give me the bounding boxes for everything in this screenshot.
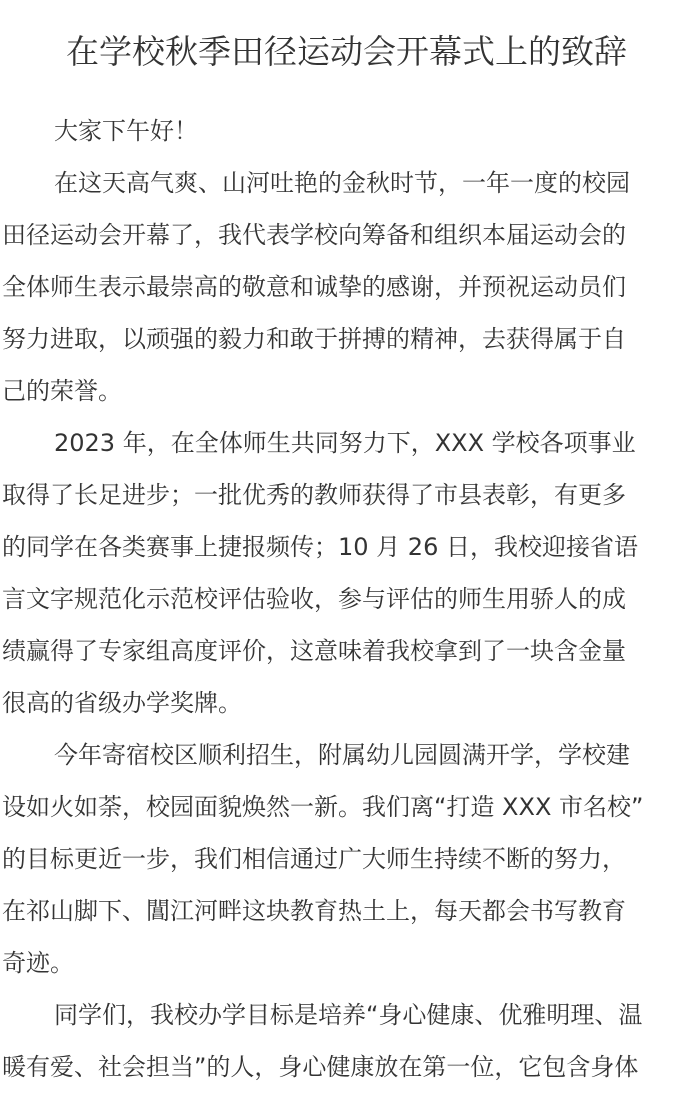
paragraph-2-line-6: 很高的省级办学奖牌。 xyxy=(2,689,242,717)
paragraph-4-line-1: 同学们，我校办学目标是培养“身心健康、优雅明理、温 xyxy=(54,1001,643,1029)
paragraph-3-line-4: 在祁山脚下、閶江河畔这块教育热土上，每天都会书写教育 xyxy=(2,897,626,925)
paragraph-1-line-2: 田径运动会开幕了，我代表学校向筹备和组织本届运动会的 xyxy=(2,221,626,249)
paragraph-2-line-1: 2023 年，在全体师生共同努力下，XXX 学校各项事业 xyxy=(54,429,636,457)
greeting-line: 大家下午好！ xyxy=(54,117,198,145)
paragraph-1-line-4: 努力进取，以顽强的毅力和敢于拼搏的精神，去获得属于自 xyxy=(2,325,626,353)
paragraph-3-line-1: 今年寄宿校区顺利招生，附属幼儿园圆满开学，学校建 xyxy=(54,741,630,769)
paragraph-3-line-2: 设如火如荼，校园面貌焕然一新。我们离“打造 XXX 市名校” xyxy=(2,793,644,821)
document-title: 在学校秋季田径运动会开幕式上的致辞 xyxy=(66,32,627,71)
paragraph-1-line-1: 在这天高气爽、山河吐艳的金秋时节，一年一度的校园 xyxy=(54,169,630,197)
paragraph-2-line-4: 言文字规范化示范校评估验收，参与评估的师生用骄人的成 xyxy=(2,585,626,613)
paragraph-2-line-2: 取得了长足进步；一批优秀的教师获得了市县表彰，有更多 xyxy=(2,481,626,509)
paragraph-4-line-2: 暖有爱、社会担当”的人，身心健康放在第一位，它包含身体 xyxy=(2,1053,639,1081)
paragraph-2-line-3: 的同学在各类赛事上捷报频传；10 月 26 日，我校迎接省语 xyxy=(2,533,638,561)
paragraph-3-line-5: 奇迹。 xyxy=(2,949,74,977)
paragraph-1-line-3: 全体师生表示最崇高的敬意和诚挚的感谢，并预祝运动员们 xyxy=(2,273,626,301)
paragraph-2-line-5: 绩赢得了专家组高度评价，这意味着我校拿到了一块含金量 xyxy=(2,637,626,665)
paragraph-3-line-3: 的目标更近一步，我们相信通过广大师生持续不断的努力， xyxy=(2,845,626,873)
paragraph-1-line-5: 己的荣誉。 xyxy=(2,377,122,405)
